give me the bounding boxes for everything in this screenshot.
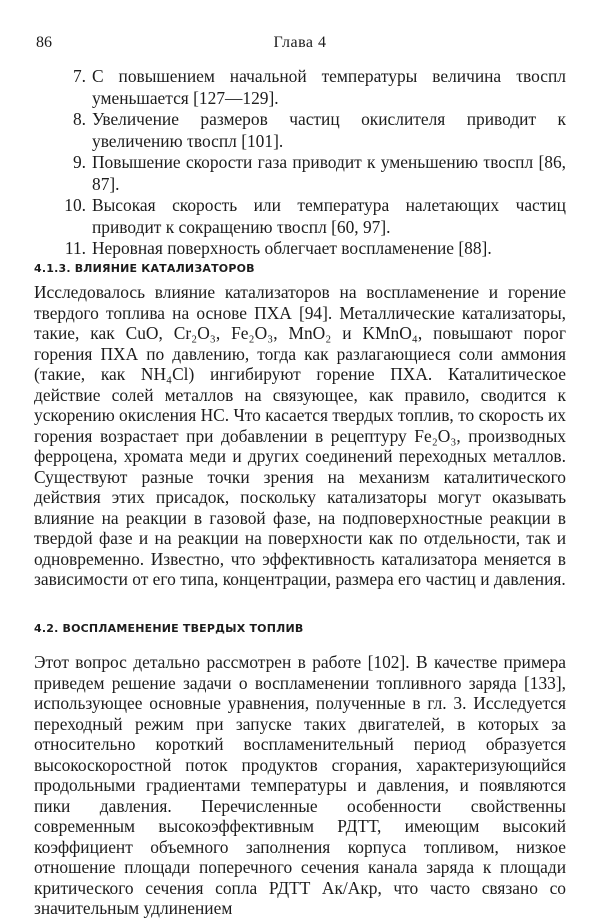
- list-item-number: 11.: [64, 238, 86, 258]
- list-item-number: 7.: [72, 66, 86, 86]
- list-item: [34, 152, 566, 195]
- list-item-number: 10.: [64, 195, 86, 215]
- list-item-text: Неровная поверхность облегчает воспламенение [88].: [92, 238, 492, 258]
- list-item: [34, 66, 566, 109]
- section-paragraph-4-1-3: Исследовалось влияние катализаторов на воспламенение и горение твердого топлива на основе ПХА [94]. Металлические катализаторы, такие, как CuO, Cr₂O₃, Fe₂O₃, MnO₂ и KMnO₄, повышают порог горения ПХА по давлению, тогда как разлагающиеся соли аммония (такие, как NH₄Cl) ингибируют горение ПХА. Каталитическое действие солей металлов на связующее, как правило, сводится к ускорению окисления НС. Что касается твердых топлив, то скорость их горения возрастает при добавлении в рецептуру Fe₂O₃, производных ферроцена, хромата меди и других соединений переходных металлов. Существуют разные точки зрения на механизм каталитического действия этих присадок, поскольку катализаторы могут оказывать влияние на реакции в газовой фазе, на подповерхностные реакции в твердой фазе и на реакции на поверхности как по отдельности, так и одновременно. Известно, что эффективность катализатора меняется в зависимости от его типа, концентрации, размера его частиц и давления.: [34, 282, 566, 589]
- list-item-text: Увеличение размеров частиц окислителя приводит к увеличению τвоспл [101].: [92, 109, 566, 151]
- list-item-number: 9.: [72, 152, 86, 172]
- list-item-number: 8.: [72, 109, 86, 129]
- section-paragraph-4-2: Этот вопрос детально рассмотрен в работе [102]. В качестве примера приведем решение задачи о воспламенении топливного заряда [133], использующее основные уравнения, полученные в гл. 3. Исследуется переходный режим при запуске таких двигателей, в которых за относительно короткий воспламенительный период образуется высокоскоростной поток продуктов сгорания, характеризующийся продольными градиентами температуры и давления, и появляются пики давления. Перечисленные особенности свойственны современным высокоэффективным РДТТ, имеющим высокий коэффициент объемного заполнения корпуса топливом, низкое отношение площади поперечного сечения канала заряда к площади критического сечения сопла РДТТ Aк/Aкр, что часто связано со значительным удлинением: [34, 652, 566, 918]
- numbered-list: [34, 66, 566, 260]
- running-title: Глава 4: [273, 34, 327, 51]
- page-number: 86: [36, 34, 52, 51]
- list-item: [34, 109, 566, 152]
- section-heading-4-2: 4.2. ВОСПЛАМЕНЕНИЕ ТВЕРДЫХ ТОПЛИВ: [34, 622, 304, 635]
- page-header: [36, 34, 564, 54]
- list-item: [34, 238, 566, 260]
- list-item: [34, 195, 566, 238]
- section-heading-4-1-3: 4.1.3. ВЛИЯНИЕ КАТАЛИЗАТОРОВ: [34, 262, 255, 275]
- list-item-text: С повышением начальной температуры величина τвоспл уменьшается [127—129].: [92, 66, 566, 108]
- list-item-text: Высокая скорость или температура налетающих частиц приводит к сокращению τвоспл [60, 97].: [92, 195, 566, 237]
- list-item-text: Повышение скорости газа приводит к уменьшению τвоспл [86, 87].: [92, 152, 566, 194]
